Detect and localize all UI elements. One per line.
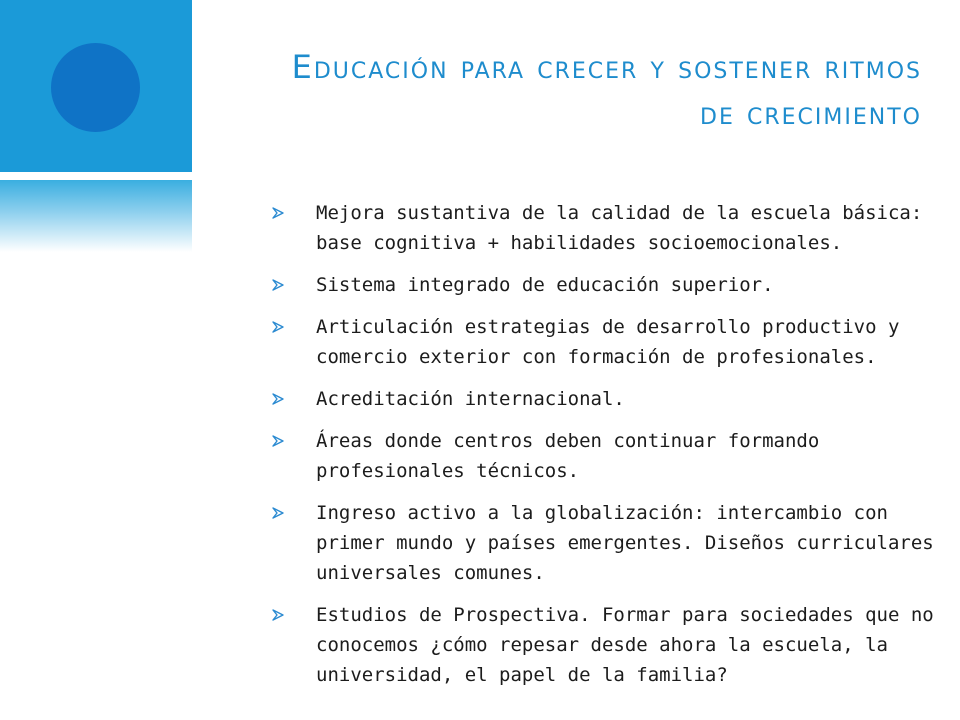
list-item <box>272 498 948 588</box>
bullet-text: Articulación estrategias de desarrollo productivo y comercio exterior con formación de profesionales. <box>316 316 900 368</box>
list-item <box>272 312 948 372</box>
bullet-text: Ingreso activo a la globalización: intercambio con primer mundo y países emergentes. Diseños curriculares universales comunes. <box>316 502 934 584</box>
list-item <box>272 600 948 690</box>
list-item <box>272 384 948 414</box>
list-item <box>272 426 948 486</box>
arrowhead-bullet-icon <box>272 279 284 291</box>
bullet-text: Mejora sustantiva de la calidad de la escuela básica: base cognitiva + habilidades socioemocionales. <box>316 202 923 254</box>
bullet-text: Áreas donde centros deben continuar formando profesionales técnicos. <box>316 430 820 482</box>
bullet-list <box>272 198 948 702</box>
arrowhead-bullet-icon <box>272 507 284 519</box>
arrowhead-bullet-icon <box>272 321 284 333</box>
slide-title: Educación para crecer y sostener ritmos de crecimiento <box>291 48 922 132</box>
bullet-text: Sistema integrado de educación superior. <box>316 274 774 296</box>
bullet-text: Estudios de Prospectiva. Formar para sociedades que no conocemos ¿cómo repesar desde ahora la escuela, la universidad, el papel de la familia? <box>316 604 934 686</box>
arrowhead-bullet-icon <box>272 207 284 219</box>
list-item <box>272 198 948 258</box>
bullet-text: Acreditación internacional. <box>316 388 625 410</box>
accent-gradient-bar <box>0 180 192 252</box>
arrowhead-bullet-icon <box>272 609 284 621</box>
accent-circle <box>51 43 140 132</box>
list-item <box>272 270 948 300</box>
arrowhead-bullet-icon <box>272 435 284 447</box>
arrowhead-bullet-icon <box>272 393 284 405</box>
